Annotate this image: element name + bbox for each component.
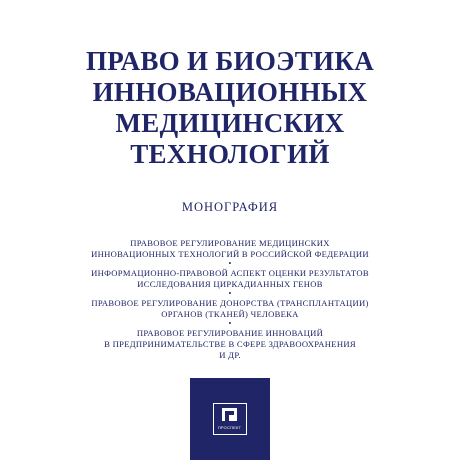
topic-separator: • bbox=[228, 319, 232, 328]
title-line: ИННОВАЦИОННЫХ bbox=[92, 77, 368, 107]
topic-line: ИНФОРМАЦИОННО-ПРАВОВОЙ АСПЕКТ ОЦЕНКИ РЕЗУЛЬТАТОВ bbox=[91, 268, 369, 278]
topic-separator: • bbox=[228, 289, 232, 298]
logo-glyph bbox=[222, 408, 237, 421]
topic-line: ИННОВАЦИОННЫХ ТЕХНОЛОГИЙ В РОССИЙСКОЙ ФЕДЕРАЦИИ bbox=[91, 249, 369, 259]
topic-item bbox=[0, 298, 460, 320]
topic-item bbox=[0, 268, 460, 290]
topic-line: И ДР. bbox=[219, 350, 241, 360]
topic-line: ОРГАНОВ (ТКАНЕЙ) ЧЕЛОВЕКА bbox=[161, 309, 299, 319]
publisher-block bbox=[190, 378, 270, 460]
topic-line: ПРАВОВОЕ РЕГУЛИРОВАНИЕ МЕДИЦИНСКИХ bbox=[130, 238, 330, 248]
topic-line: ПРАВОВОЕ РЕГУЛИРОВАНИЕ ИННОВАЦИЙ bbox=[136, 328, 324, 338]
topics-list bbox=[0, 238, 460, 361]
title-line: МЕДИЦИНСКИХ bbox=[115, 108, 345, 138]
title-line: ПРАВО И БИОЭТИКА bbox=[85, 46, 375, 76]
book-subtitle: МОНОГРАФИЯ bbox=[181, 200, 279, 214]
topic-item bbox=[0, 328, 460, 361]
topic-item bbox=[0, 238, 460, 260]
book-title bbox=[0, 46, 460, 170]
topic-separator: • bbox=[228, 259, 232, 268]
publisher-name: ПРОСПЕКТ bbox=[217, 425, 242, 430]
title-line: ТЕХНОЛОГИЙ bbox=[130, 139, 330, 169]
topic-line: ИССЛЕДОВАНИЯ ЦИРКАДИАННЫХ ГЕНОВ bbox=[137, 279, 323, 289]
topic-line: ПРАВОВОЕ РЕГУЛИРОВАНИЕ ДОНОРСТВА (ТРАНСПЛАНТАЦИИ) bbox=[91, 298, 369, 308]
prospekt-logo-icon bbox=[213, 403, 247, 435]
topic-line: В ПРЕДПРИНИМАТЕЛЬСТВЕ В СФЕРЕ ЗДРАВООХРАНЕНИЯ bbox=[104, 339, 356, 349]
